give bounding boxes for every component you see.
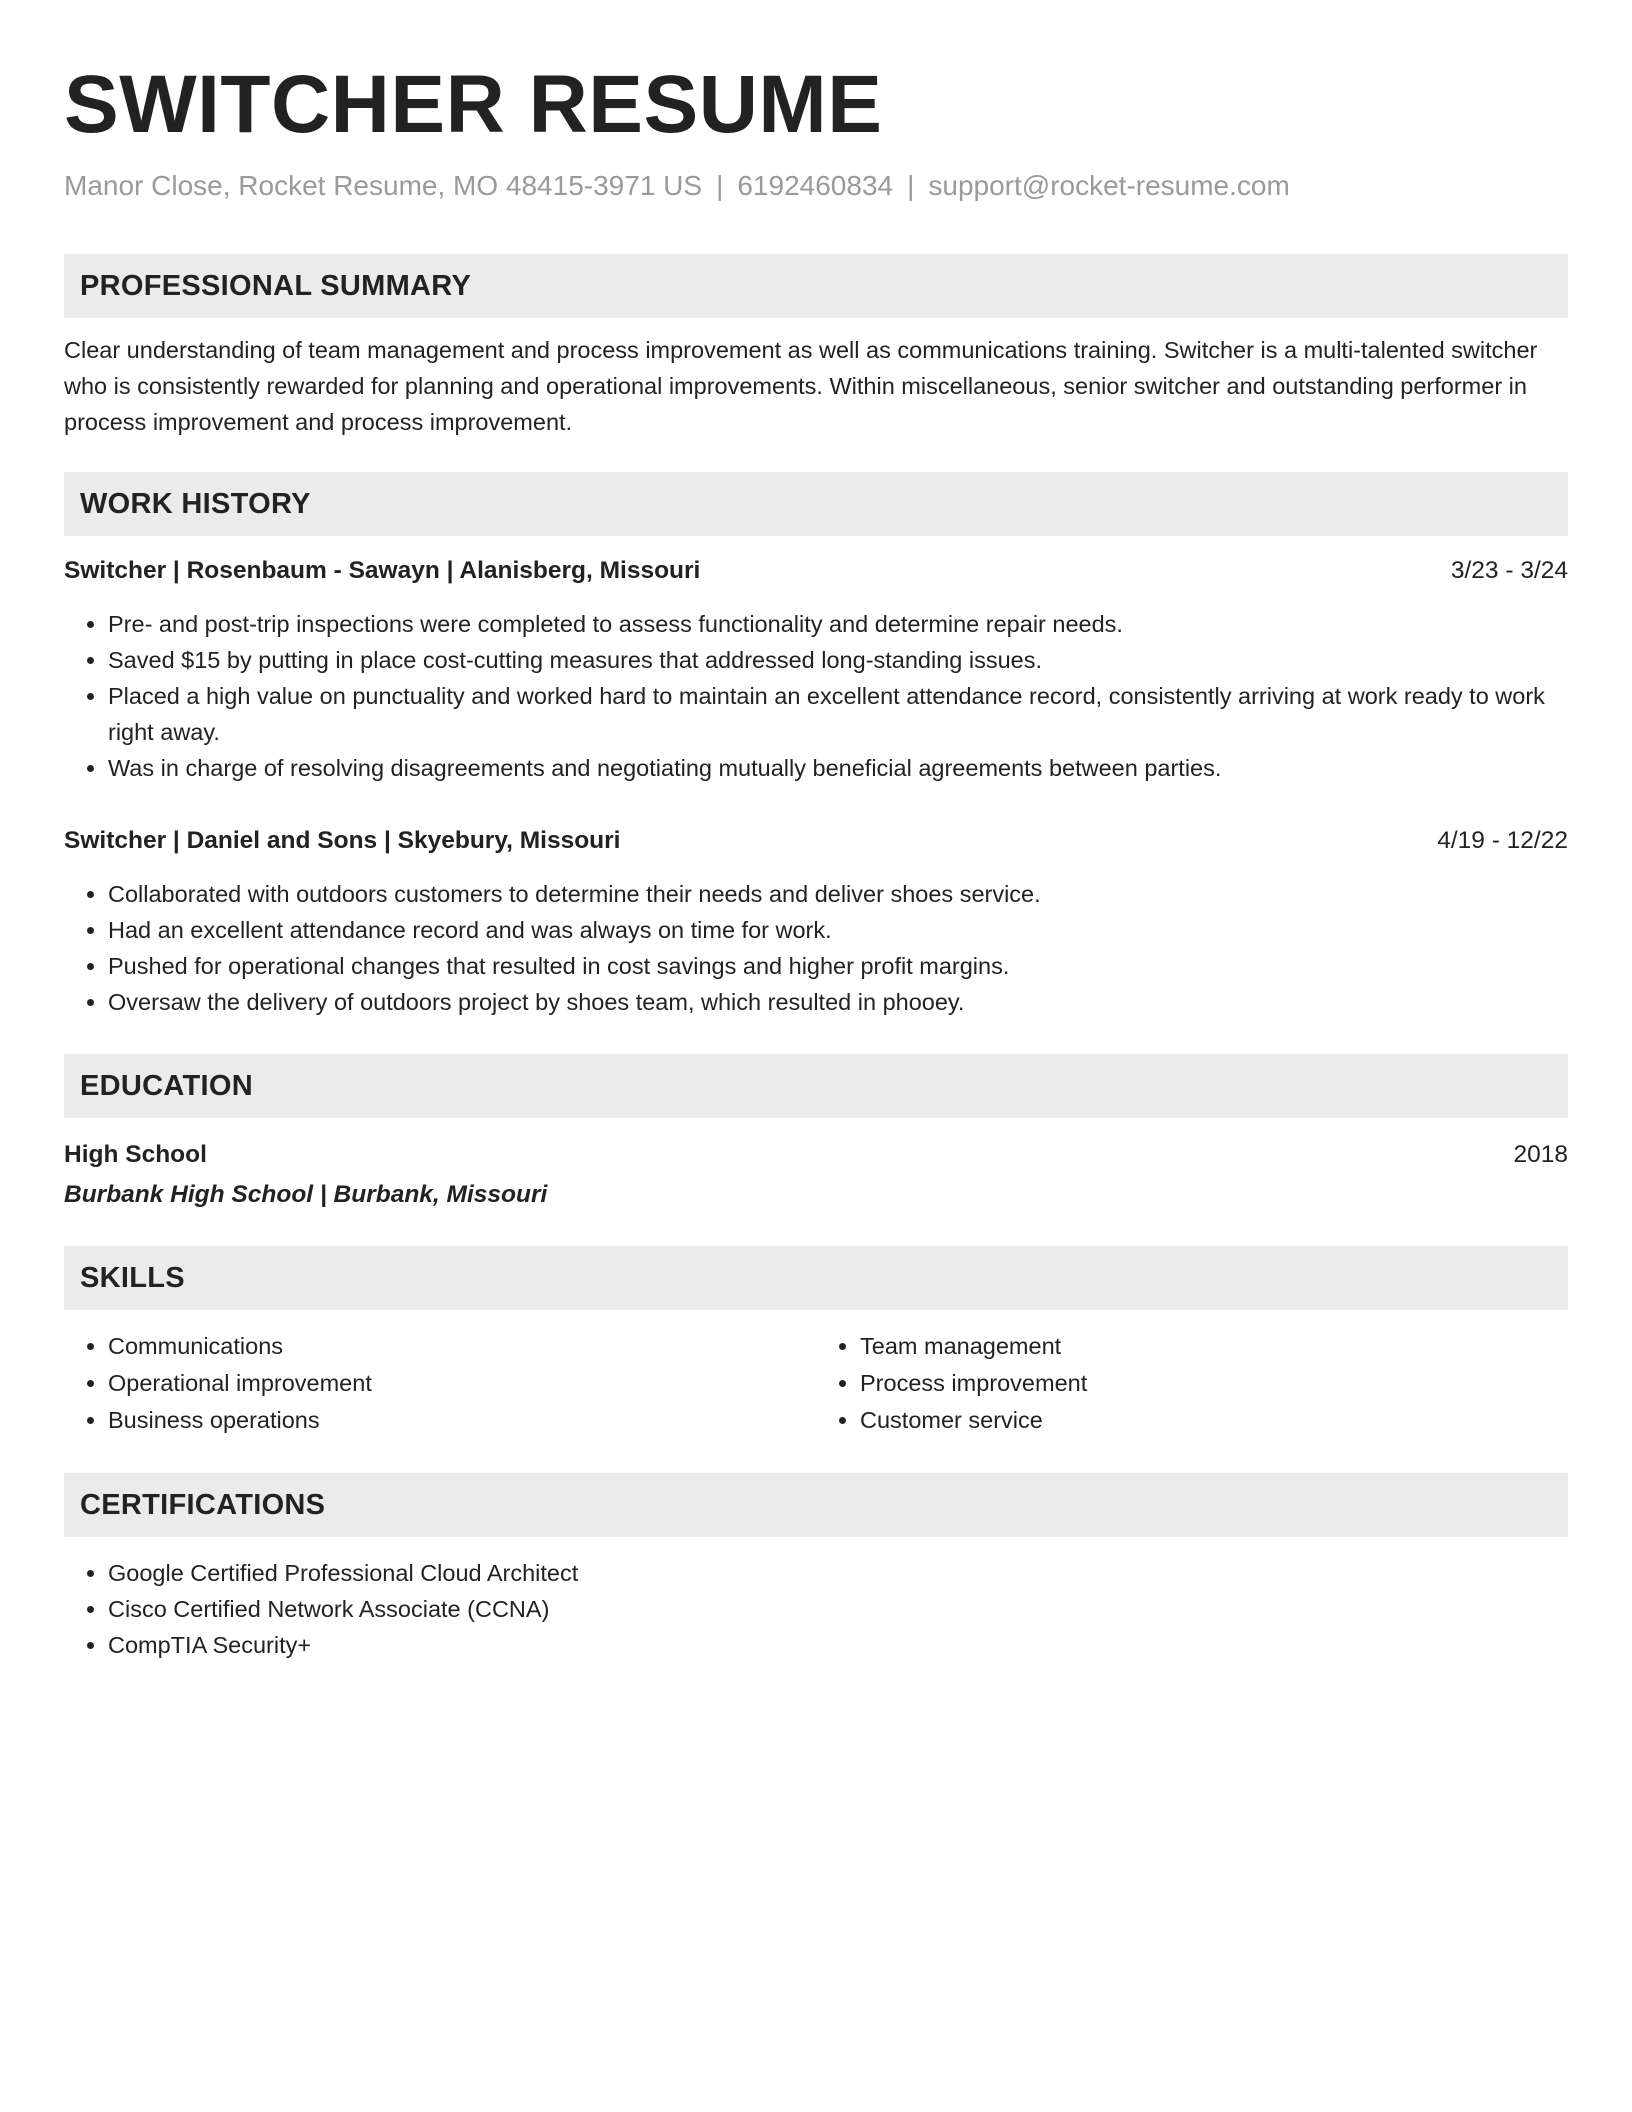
skills-list-right <box>816 1328 1568 1439</box>
section-header-summary: PROFESSIONAL SUMMARY <box>64 254 1568 318</box>
job-bullet: • Pushed for operational changes that resulted in cost savings and higher profit margins. <box>108 948 1568 984</box>
job-title: Switcher | Daniel and Sons | Skyebury, Missouri <box>64 827 621 854</box>
skill-item: • Business operations <box>108 1402 816 1439</box>
skill-item: • Communications <box>108 1328 816 1365</box>
skills-list-left <box>64 1328 816 1439</box>
job-bullet: • Saved $15 by putting in place cost-cutting measures that addressed long-standing issues. <box>108 642 1568 678</box>
job-heading-row <box>64 554 1568 588</box>
skill-item: • Operational improvement <box>108 1365 816 1402</box>
job-entry <box>64 824 1568 1020</box>
skill-item: • Team management <box>860 1328 1568 1365</box>
job-dates: 3/23 - 3/24 <box>1450 557 1568 584</box>
job-dates: 4/19 - 12/22 <box>1437 827 1568 854</box>
job-bullets <box>64 876 1568 1020</box>
summary-text: Clear understanding of team management and process improvement as well as communications training. Switcher is a multi-talented switcher who is consistently rewarded for planning and operational improvements. Within miscellaneous, senior switcher and outstanding performer in process improvement and process improvement. <box>64 337 1538 435</box>
certification-item: • CompTIA Security+ <box>108 1627 1568 1663</box>
education-school: Burbank High School | Burbank, Missouri <box>64 1181 548 1208</box>
job-bullet: • Had an excellent attendance record and was always on time for work. <box>108 912 1568 948</box>
education-year: 2018 <box>1513 1141 1568 1168</box>
skill-item: • Process improvement <box>860 1365 1568 1402</box>
education-heading-row <box>64 1138 1568 1172</box>
job-bullet: • Placed a high value on punctuality and worked hard to maintain an excellent attendance record, consistently arriving at work ready to work right away. <box>108 678 1568 750</box>
education-degree: High School <box>64 1141 207 1168</box>
education-entry <box>64 1138 1568 1212</box>
job-bullets <box>64 606 1568 786</box>
job-entry <box>64 554 1568 786</box>
contact-address: Manor Close, Rocket Resume, MO 48415-3971 US <box>64 170 703 201</box>
section-header-work-history: WORK HISTORY <box>64 472 1568 536</box>
certifications-list <box>64 1555 1568 1663</box>
job-bullet: • Was in charge of resolving disagreements and negotiating mutually beneficial agreements between parties. <box>108 750 1568 786</box>
contact-email: support@rocket-resume.com <box>928 170 1290 201</box>
contact-separator: | <box>716 170 724 201</box>
contact-separator: | <box>907 170 915 201</box>
section-header-education: EDUCATION <box>64 1054 1568 1118</box>
skill-item: • Customer service <box>860 1402 1568 1439</box>
contact-line <box>64 168 1568 204</box>
job-heading-row <box>64 824 1568 858</box>
certification-item: • Cisco Certified Network Associate (CCNA) <box>108 1591 1568 1627</box>
resume-name: SWITCHER RESUME <box>64 59 883 150</box>
skills-columns <box>64 1328 1568 1439</box>
section-header-skills: SKILLS <box>64 1246 1568 1310</box>
job-title: Switcher | Rosenbaum - Sawayn | Alanisberg, Missouri <box>64 557 701 584</box>
certification-item: • Google Certified Professional Cloud Architect <box>108 1555 1568 1591</box>
job-bullet: • Pre- and post-trip inspections were completed to assess functionality and determine repair needs. <box>108 606 1568 642</box>
job-bullet: • Oversaw the delivery of outdoors project by shoes team, which resulted in phooey. <box>108 984 1568 1020</box>
section-header-certifications: CERTIFICATIONS <box>64 1473 1568 1537</box>
job-bullet: • Collaborated with outdoors customers to determine their needs and deliver shoes service. <box>108 876 1568 912</box>
contact-phone: 6192460834 <box>737 170 894 201</box>
